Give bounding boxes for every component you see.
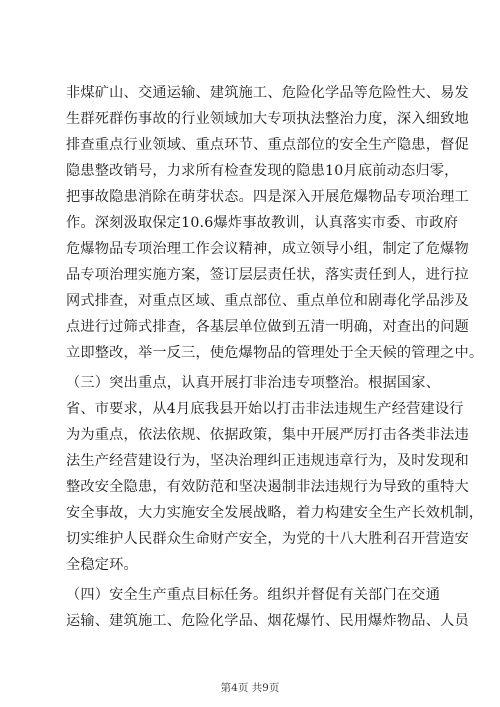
text-line: 整改安全隐患，有效防范和坚决遏制非法违规行为导致的重特大 xyxy=(66,479,469,495)
paragraph xyxy=(66,370,484,578)
page-footer: 第4页 共9页 xyxy=(220,682,280,694)
text-line: 品专项治理实施方案，签订层层责任状，落实责任到人，进行拉 xyxy=(66,267,469,283)
text-line: 网式排查，对重点区域、重点部位、重点单位和剧毒化学品涉及 xyxy=(66,293,469,309)
text-line: 省、市要求，从4月底我县开始以打击非法违规生产经营建设行 xyxy=(66,401,464,417)
text-line: 安全事故，大力实施安全发展战略，着力构建安全生产长效机制， xyxy=(66,505,484,521)
text-line: 作。深刻汲取保定10.6爆炸事故教训，认真落实市委、市政府 xyxy=(66,215,459,231)
text-line: 运输、建筑施工、危险化学品、烟花爆竹、民用爆炸物品、人员 xyxy=(66,613,469,629)
document-body xyxy=(66,80,484,634)
text-line: 立即整改，举一反三，使危爆物品的管理处于全天候的管理之中。 xyxy=(66,345,484,361)
text-line: 法生产经营建设行为，坚决治理纠正违规违章行为，及时发现和 xyxy=(66,453,469,469)
text-line: 把事故隐患消除在萌芽状态。四是深入开展危爆物品专项治理工 xyxy=(66,189,469,205)
text-line: 点进行过筛式排查，各基层单位做到五清一明确，对查出的问题 xyxy=(66,319,469,335)
text-line: 生群死群伤事故的行业领域加大专项执法整治力度，深入细致地 xyxy=(66,111,469,127)
text-line: 为为重点，依法依规、依据政策，集中开展严厉打击各类非法违 xyxy=(66,427,469,443)
paragraph xyxy=(66,582,469,634)
paragraph xyxy=(66,80,484,366)
text-line: （四）安全生产重点目标任务。组织并督促有关部门在交通 xyxy=(66,587,441,603)
text-line: 全稳定环。 xyxy=(66,557,138,573)
text-line: 隐患整改销号，力求所有检查发现的隐患10月底前动态归零， xyxy=(66,163,459,179)
text-line: 切实维护人民群众生命财产安全，为党的十八大胜利召开营造安 xyxy=(66,531,469,547)
text-line: 排查重点行业领域、重点环节、重点部位的安全生产隐患，督促 xyxy=(66,137,469,153)
text-line: 非煤矿山、交通运输、建筑施工、危险化学品等危险性大、易发 xyxy=(66,85,469,101)
text-line: （三）突出重点，认真开展打非治违专项整治。根据国家、 xyxy=(66,375,441,391)
text-line: 危爆物品专项治理工作会议精神，成立领导小组，制定了危爆物 xyxy=(66,241,469,257)
